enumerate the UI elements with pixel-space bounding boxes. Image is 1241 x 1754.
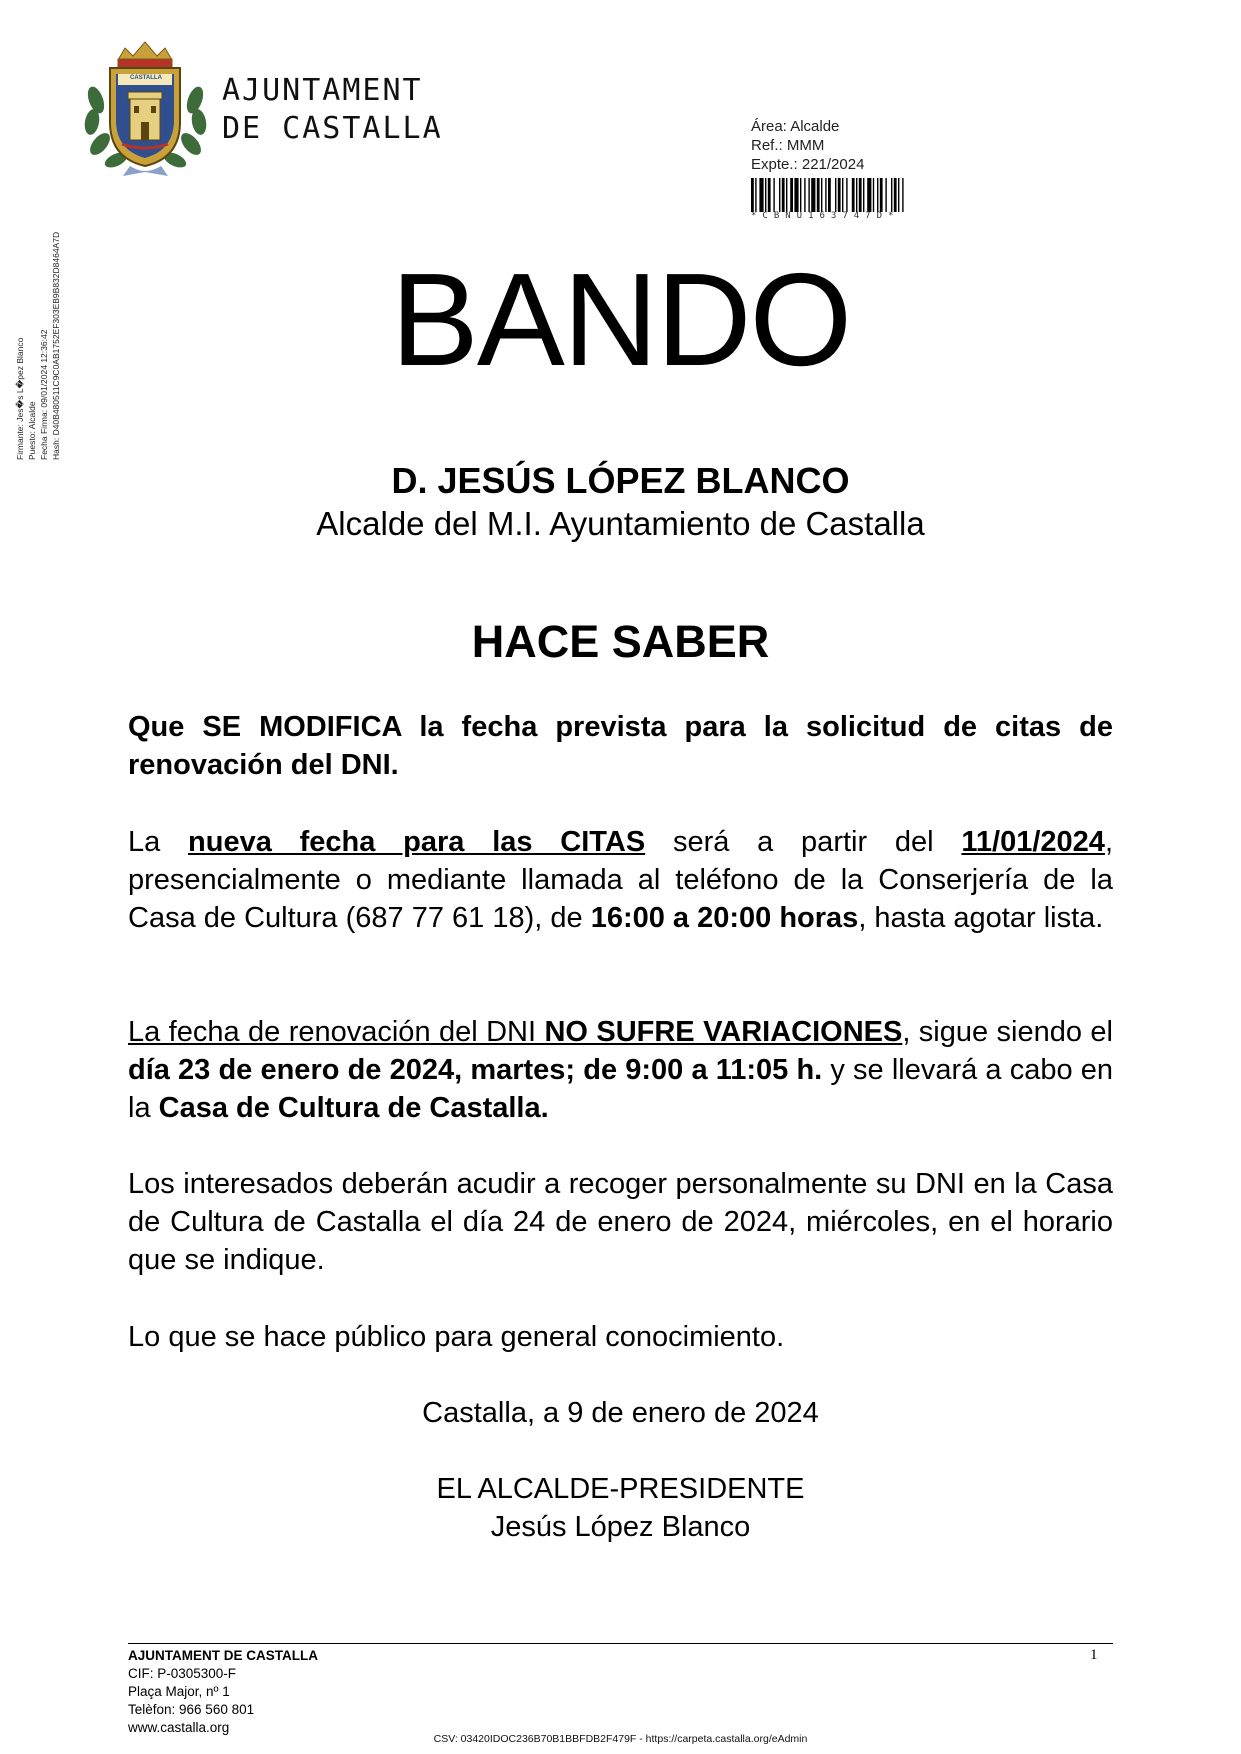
area-label: Área: Alcalde xyxy=(751,118,840,135)
p2-text-a: La xyxy=(128,826,189,858)
footer-cif: CIF: P-0305300-F xyxy=(128,1666,237,1681)
footer-address xyxy=(128,1647,318,1737)
footer-org-name: AJUNTAMENT DE CASTALLA xyxy=(128,1648,318,1663)
csv-verification: CSV: 03420IDOC236B70B1BBFDB2F479F - https://carpeta.castalla.org/eAdmin xyxy=(433,1733,808,1745)
barcode-image xyxy=(751,178,966,212)
place-date: Castalla, a 9 de enero de 2024 xyxy=(422,1397,819,1429)
p2-hours: 16:00 a 20:00 horas xyxy=(590,902,859,934)
p2-text-c: será a partir del xyxy=(645,826,962,858)
barcode-text: *CBNU163747D* xyxy=(751,211,900,221)
paragraph-pickup: Los interesados deberán acudir a recoger personalmente su DNI en la Casa de Cultura de Castalla el día 24 de enero de 2024, miércoles, en el horario que se indique. xyxy=(128,1168,1113,1276)
signature-position: Puesto: Alcalde xyxy=(27,401,37,460)
organization-name-line2: DE CASTALLA xyxy=(222,111,443,146)
signature-signer: Firmante: Jes�s L�pez Blanco xyxy=(15,337,25,460)
p2-text-d: , presencialmente o mediante llamada al teléfono de la Conserjería de la Casa de Cultura (687 77 61 18), de xyxy=(128,826,1113,934)
paragraph-new-date xyxy=(128,823,1113,937)
p2-text-e: , hasta agotar lista. xyxy=(858,902,1104,934)
p3-date-time: día 23 de enero de 2024, martes; de 9:00 a 11:05 h. xyxy=(128,1054,823,1086)
footer-divider xyxy=(128,1643,1113,1644)
paragraph-renewal-date xyxy=(128,1013,1113,1127)
paragraph-modification: Que SE MODIFICA la fecha prevista para la solicitud de citas de renovación del DNI. xyxy=(128,711,1113,781)
p3-text-a: , sigue siendo el xyxy=(902,1016,1113,1048)
paragraph-closing: Lo que se hace público para general conocimiento. xyxy=(128,1321,785,1353)
footer-street: Plaça Major, nº 1 xyxy=(128,1684,230,1699)
organization-name-line1: AJUNTAMENT xyxy=(222,73,423,108)
announcement-heading: HACE SABER xyxy=(471,616,770,667)
p3-location: Casa de Cultura de Castalla. xyxy=(158,1092,549,1124)
p3-text-u1: La fecha de renovación del DNI xyxy=(128,1016,545,1048)
crest-logo xyxy=(78,40,213,180)
p3-text-c: y se llevará a cabo en la xyxy=(128,1054,1113,1124)
page-number: 1 xyxy=(1090,1647,1098,1663)
document-metadata xyxy=(751,117,864,174)
footer-phone: Telèfon: 966 560 801 xyxy=(128,1702,255,1717)
p2-date: 11/01/2024 xyxy=(961,826,1105,858)
signature-hash: Hash: D40B480511C9C0AB1752EF303EB9B832D8464A7D xyxy=(51,231,61,460)
signature-date: Fecha Firma: 09/01/2024 12:36:42 xyxy=(39,329,49,460)
p2-new-date-label: nueva fecha para las CITAS xyxy=(188,826,646,858)
footer-website: www.castalla.org xyxy=(128,1720,230,1735)
signer-title: EL ALCALDE-PRESIDENTE xyxy=(436,1473,805,1505)
mayor-role: Alcalde del M.I. Ayuntamiento de Castalla xyxy=(316,505,925,542)
expte-label: Expte.: 221/2024 xyxy=(751,156,865,173)
mayor-name: D. JESÚS LÓPEZ BLANCO xyxy=(391,460,850,501)
signer-name: Jesús López Blanco xyxy=(490,1511,751,1543)
ref-label: Ref.: MMM xyxy=(751,137,825,154)
crest-banner-text: CASTALLA xyxy=(130,75,162,81)
document-title: BANDO xyxy=(390,246,851,393)
organization-name xyxy=(222,72,443,148)
p3-no-changes: NO SUFRE VARIACIONES xyxy=(544,1016,903,1048)
